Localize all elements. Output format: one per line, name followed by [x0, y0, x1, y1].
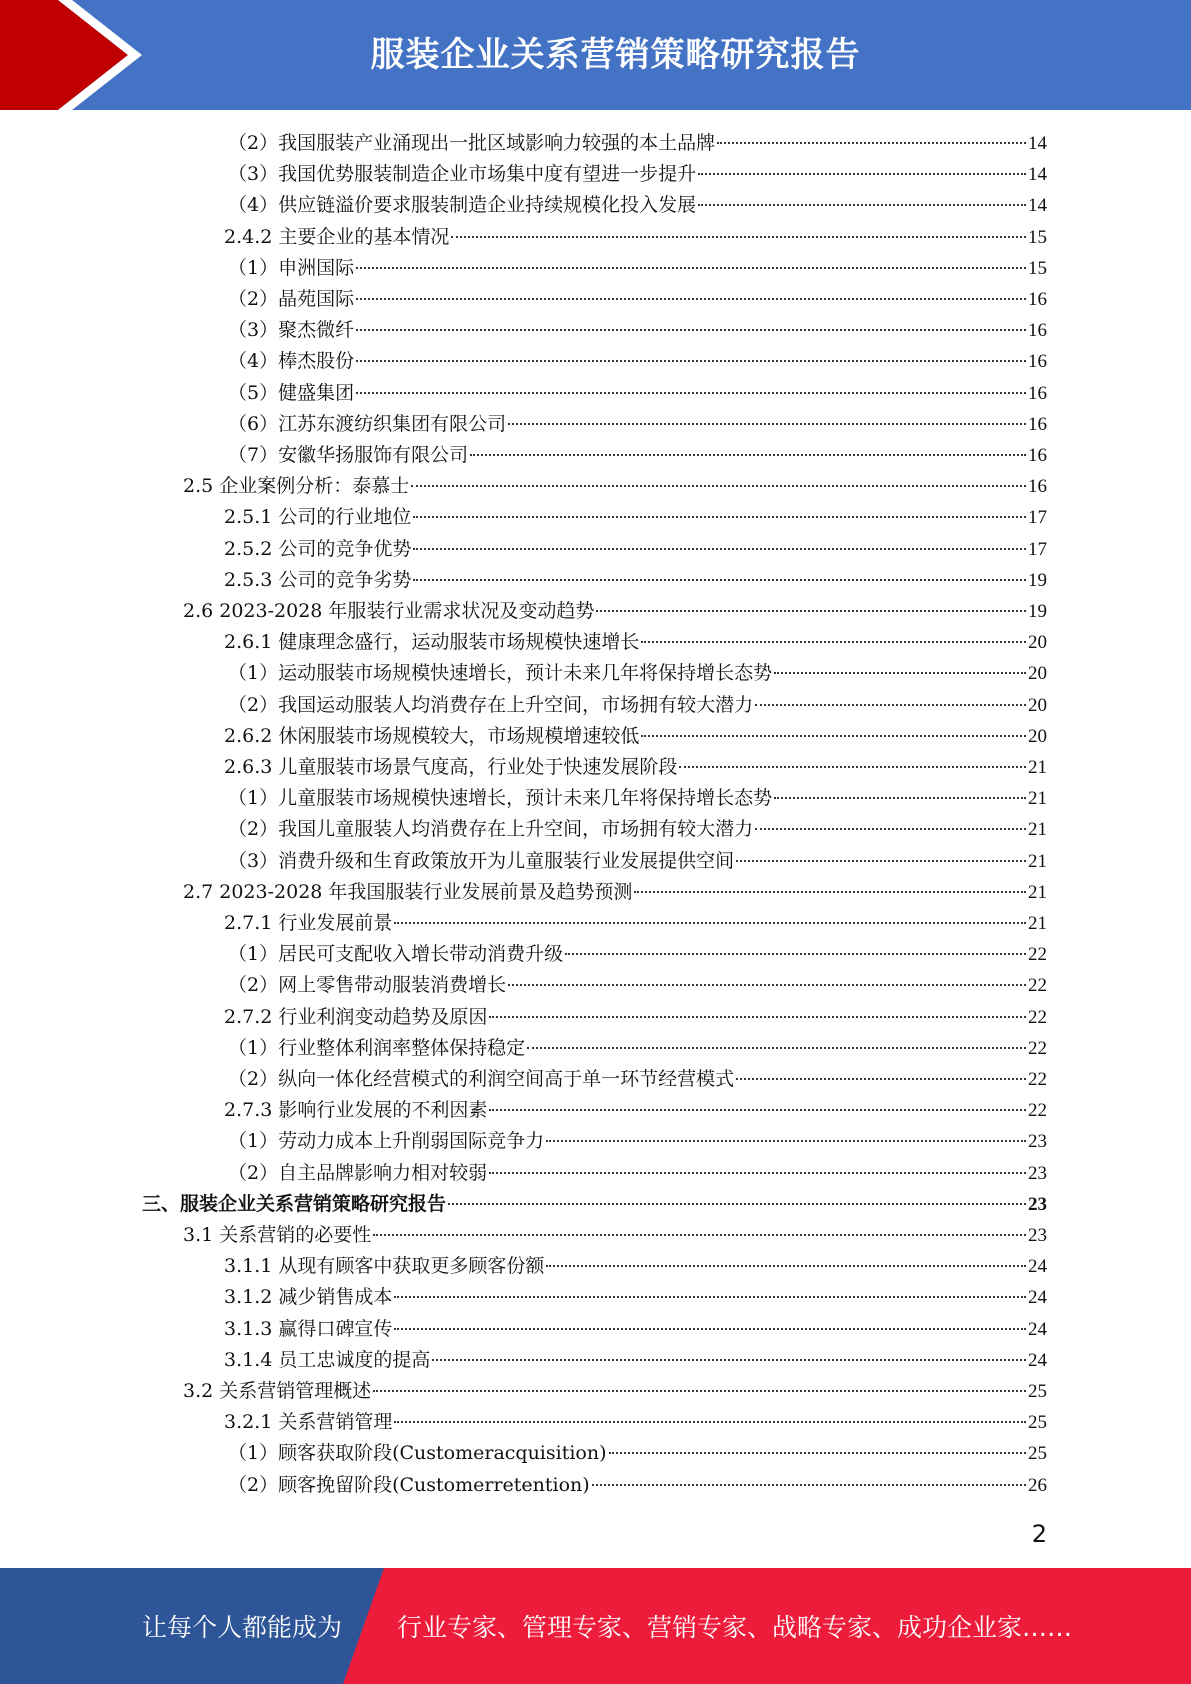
toc-dot-leader: [634, 890, 1026, 893]
toc-entry-title: 3.2.1 关系营销管理: [224, 1411, 393, 1434]
toc-entry[interactable]: [183, 1220, 1047, 1251]
toc-dot-leader: [546, 1139, 1026, 1142]
toc-entry[interactable]: [228, 1158, 1047, 1189]
footer-slogan-right: 行业专家、管理专家、营销专家、战略专家、成功企业家……: [397, 1613, 1073, 1642]
toc-entry-title: （3）我国优势服装制造企业市场集中度有望进一步提升: [228, 163, 697, 186]
toc-entry-title: 3.1.4 员工忠诚度的提高: [224, 1348, 431, 1371]
toc-entry-title: （2）自主品牌影响力相对较弱: [228, 1161, 488, 1184]
toc-entry-page: 21: [1028, 913, 1047, 934]
document-title: 服装企业关系营销策略研究报告: [370, 35, 861, 75]
toc-entry[interactable]: [228, 1470, 1047, 1501]
toc-entry-title: （1）行业整体利润率整体保持稳定: [228, 1036, 526, 1059]
footer-slogan-left: 让每个人都能成为: [142, 1613, 343, 1642]
toc-entry-title: （2）晶苑国际: [228, 288, 355, 310]
toc-entry-page: 22: [1028, 975, 1047, 997]
toc-entry-page: 21: [1028, 850, 1047, 872]
toc-dot-leader: [356, 297, 1026, 300]
toc-dot-leader: [448, 1202, 1026, 1205]
toc-entry-title: 3.1 关系营销的必要性: [183, 1224, 372, 1246]
toc-entry-title: （5）健盛集团: [228, 381, 355, 404]
toc-entry-page: 20: [1028, 694, 1047, 716]
toc-dot-leader: [413, 547, 1026, 550]
toc-entry[interactable]: [228, 1033, 1047, 1064]
toc-dot-leader: [373, 1233, 1026, 1236]
toc-entry[interactable]: [228, 315, 1047, 346]
toc-dot-leader: [698, 203, 1026, 206]
toc-entry-page: 21: [1028, 819, 1047, 841]
toc-dot-leader: [508, 422, 1026, 425]
toc-entry-page: 14: [1028, 195, 1047, 217]
toc-dot-leader: [641, 640, 1026, 643]
page-footer: [0, 1568, 1191, 1684]
toc-entry-page: 22: [1028, 1069, 1047, 1090]
toc-dot-leader: [717, 141, 1026, 144]
toc-dot-leader: [394, 1295, 1026, 1298]
toc-dot-leader: [755, 703, 1026, 706]
toc-entry-title: （3）聚杰微纤: [228, 319, 355, 342]
toc-entry-page: 16: [1028, 476, 1047, 498]
toc-entry-title: 3.1.3 赢得口碑宣传: [224, 1317, 393, 1340]
toc-entry[interactable]: [183, 1376, 1047, 1407]
toc-entry-title: 2.5 企业案例分析：泰慕士: [183, 475, 410, 498]
toc-entry[interactable]: [224, 534, 1047, 565]
toc-entry-title: （7）安徽华扬服饰有限公司: [228, 444, 469, 466]
toc-dot-leader: [596, 609, 1026, 612]
toc-entry-page: 21: [1028, 881, 1047, 903]
toc-entry-page: 19: [1028, 601, 1047, 622]
toc-dot-leader: [470, 453, 1026, 456]
toc-entry[interactable]: [228, 814, 1047, 845]
toc-dot-leader: [356, 391, 1026, 394]
toc-entry-title: 2.7.3 影响行业发展的不利因素: [224, 1099, 488, 1122]
toc-entry[interactable]: [224, 1282, 1047, 1313]
toc-entry[interactable]: [224, 1407, 1047, 1438]
toc-entry-page: 15: [1028, 257, 1047, 279]
toc-entry-page: 25: [1028, 1412, 1047, 1434]
toc-entry-page: 20: [1028, 632, 1047, 654]
toc-entry[interactable]: [228, 783, 1047, 814]
toc-entry-page: 24: [1028, 1318, 1047, 1340]
toc-entry-page: 22: [1028, 1037, 1047, 1059]
toc-entry-title: （6）江苏东渡纺织集团有限公司: [228, 412, 507, 435]
toc-entry-title: （2）我国运动服装人均消费存在上升空间，市场拥有较大潜力: [228, 693, 754, 716]
toc-dot-leader: [736, 859, 1026, 862]
toc-dot-leader: [755, 827, 1026, 830]
toc-entry-page: 17: [1028, 538, 1047, 560]
toc-entry-title: 3.1.1 从现有顾客中获取更多顾客份额: [224, 1255, 545, 1278]
toc-entry-title: （2）网上零售带动服装消费增长: [228, 974, 507, 997]
toc-dot-leader: [489, 1171, 1026, 1174]
page-header: [0, 0, 1191, 110]
toc-entry[interactable]: [224, 1095, 1047, 1126]
toc-entry[interactable]: [228, 846, 1047, 877]
toc-entry-title: 三、服装企业关系营销策略研究报告: [142, 1192, 447, 1215]
toc-dot-leader: [592, 1483, 1026, 1486]
toc-entry[interactable]: [224, 1314, 1047, 1345]
toc-entry-title: （4）棒杰股份: [228, 350, 355, 373]
toc-dot-leader: [356, 328, 1026, 331]
toc-entry-title: 2.7.2 行业利润变动趋势及原因: [224, 1005, 488, 1028]
toc-entry[interactable]: [224, 627, 1047, 658]
toc-entry-title: （1）儿童服装市场规模快速增长，预计未来几年将保持增长态势: [228, 787, 773, 810]
toc-entry-title: （2）我国儿童服装人均消费存在上升空间，市场拥有较大潜力: [228, 818, 754, 841]
toc-entry-title: （1）申洲国际: [228, 256, 355, 279]
toc-dot-leader: [609, 1451, 1026, 1454]
toc-entry[interactable]: [183, 596, 1047, 627]
toc-entry-page: 21: [1028, 757, 1047, 778]
toc-dot-leader: [356, 266, 1026, 269]
toc-entry[interactable]: [228, 159, 1047, 190]
toc-dot-leader: [641, 734, 1026, 737]
toc-entry-title: 2.6.3 儿童服装市场景气度高，行业处于快速发展阶段: [224, 756, 678, 778]
toc-entry-page: 22: [1028, 944, 1047, 966]
toc-dot-leader: [373, 1389, 1026, 1392]
toc-entry-page: 14: [1028, 164, 1047, 186]
toc-entry-title: （1）居民可支配收入增长带动消费升级: [228, 943, 564, 966]
toc-entry-page: 20: [1028, 663, 1047, 685]
toc-entry[interactable]: [228, 658, 1047, 689]
toc-entry[interactable]: [224, 1345, 1047, 1376]
toc-entry-title: 2.6 2023-2028 年服装行业需求状况及变动趋势: [183, 600, 595, 622]
toc-entry[interactable]: [228, 970, 1047, 1001]
toc-dot-leader: [394, 1327, 1026, 1330]
toc-entry[interactable]: [228, 1438, 1047, 1469]
toc-entry-title: 2.7.1 行业发展前景: [224, 912, 393, 934]
toc-entry-page: 16: [1028, 445, 1047, 466]
toc-entry-title: 3.1.2 减少销售成本: [224, 1286, 393, 1309]
toc-entry[interactable]: [183, 471, 1047, 502]
toc-entry-title: 2.7 2023-2028 年我国服装行业发展前景及趋势预测: [183, 880, 633, 903]
toc-entry-title: 2.5.1 公司的行业地位: [224, 506, 412, 529]
toc-dot-leader: [411, 484, 1026, 487]
toc-dot-leader: [356, 359, 1026, 362]
toc-entry-title: 2.4.2 主要企业的基本情况: [224, 225, 450, 248]
toc-entry-page: 17: [1028, 507, 1047, 529]
toc-dot-leader: [736, 1077, 1026, 1080]
page-number: 2: [1031, 1520, 1047, 1548]
toc-entry-title: 3.2 关系营销管理概述: [183, 1380, 372, 1402]
toc-entry-title: （2）顾客挽留阶段(Customerretention): [228, 1473, 590, 1496]
toc-entry[interactable]: [224, 1251, 1047, 1282]
toc-entry-title: 2.5.3 公司的竞争劣势: [224, 568, 412, 591]
toc-entry-title: （2）纵向一体化经营模式的利润空间高于单一环节经营模式: [228, 1068, 735, 1090]
toc-dot-leader: [413, 578, 1026, 581]
toc-entry-page: 24: [1028, 1349, 1047, 1371]
toc-entry-page: 23: [1028, 1193, 1047, 1215]
toc-entry-page: 23: [1028, 1131, 1047, 1153]
toc-entry-page: 23: [1028, 1225, 1047, 1246]
toc-dot-leader: [432, 1358, 1026, 1361]
toc-entry[interactable]: [224, 908, 1047, 939]
toc-entry[interactable]: [228, 939, 1047, 970]
toc-entry-page: 16: [1028, 289, 1047, 310]
toc-entry-page: 25: [1028, 1381, 1047, 1402]
toc-entry-title: （1）运动服装市场规模快速增长，预计未来几年将保持增长态势: [228, 662, 773, 685]
toc-entry-page: 21: [1028, 788, 1047, 810]
toc-entry[interactable]: [224, 721, 1047, 752]
toc-entry[interactable]: [228, 409, 1047, 440]
toc-entry[interactable]: [224, 222, 1047, 253]
toc-entry-page: 16: [1028, 413, 1047, 435]
toc-entry[interactable]: [228, 128, 1047, 159]
toc-dot-leader: [451, 235, 1026, 238]
toc-dot-leader: [774, 671, 1026, 674]
toc-entry-page: 26: [1028, 1474, 1047, 1496]
toc-entry-page: 15: [1028, 226, 1047, 248]
toc-entry-page: 16: [1028, 320, 1047, 342]
toc-entry-page: 24: [1028, 1256, 1047, 1278]
toc-dot-leader: [679, 765, 1026, 768]
toc-entry-page: 23: [1028, 1162, 1047, 1184]
toc-entry[interactable]: [224, 752, 1047, 783]
toc-entry[interactable]: [228, 253, 1047, 284]
toc-dot-leader: [774, 796, 1026, 799]
toc-entry[interactable]: [228, 1064, 1047, 1095]
toc-entry[interactable]: [228, 190, 1047, 221]
toc-entry-page: 19: [1028, 569, 1047, 591]
toc-dot-leader: [546, 1264, 1026, 1267]
toc-entry-page: 22: [1028, 1006, 1047, 1028]
toc-entry-page: 14: [1028, 133, 1047, 154]
toc-entry[interactable]: [228, 440, 1047, 471]
toc-entry-page: 24: [1028, 1287, 1047, 1309]
toc-entry-title: （1）劳动力成本上升削弱国际竞争力: [228, 1130, 545, 1153]
toc-dot-leader: [565, 952, 1026, 955]
toc-entry[interactable]: [142, 1189, 1047, 1220]
toc-dot-leader: [527, 1046, 1026, 1049]
toc-entry-page: 16: [1028, 382, 1047, 404]
toc-dot-leader: [394, 921, 1026, 924]
toc-entry-title: （3）消费升级和生育政策放开为儿童服装行业发展提供空间: [228, 849, 735, 872]
toc-entry-title: 2.5.2 公司的竞争优势: [224, 537, 412, 560]
toc-entry-page: 25: [1028, 1443, 1047, 1465]
toc-entry[interactable]: [224, 565, 1047, 596]
toc-dot-leader: [698, 172, 1026, 175]
toc-entry-title: （4）供应链溢价要求服装制造企业持续规模化投入发展: [228, 194, 697, 217]
toc-entry[interactable]: [224, 1002, 1047, 1033]
toc-entry[interactable]: [228, 346, 1047, 377]
toc-entry[interactable]: [183, 877, 1047, 908]
toc-entry-page: 16: [1028, 351, 1047, 373]
toc-dot-leader: [394, 1420, 1026, 1423]
toc-entry[interactable]: [228, 284, 1047, 315]
toc-entry[interactable]: [228, 690, 1047, 721]
toc-entry-title: 2.6.2 休闲服装市场规模较大，市场规模增速较低: [224, 724, 640, 747]
toc-entry[interactable]: [228, 1126, 1047, 1157]
toc-entry[interactable]: [224, 502, 1047, 533]
toc-entry-title: （2）我国服装产业涌现出一批区域影响力较强的本土品牌: [228, 132, 716, 154]
toc-dot-leader: [413, 515, 1026, 518]
toc-entry-page: 20: [1028, 725, 1047, 747]
toc-entry[interactable]: [228, 378, 1047, 409]
toc-entry-title: 2.6.1 健康理念盛行，运动服装市场规模快速增长: [224, 631, 640, 654]
toc-dot-leader: [489, 1108, 1026, 1111]
toc-dot-leader: [489, 1015, 1026, 1018]
toc-dot-leader: [508, 983, 1026, 986]
toc-entry-title: （1）顾客获取阶段(Customeracquisition): [228, 1442, 607, 1465]
toc-entry-page: 22: [1028, 1100, 1047, 1122]
